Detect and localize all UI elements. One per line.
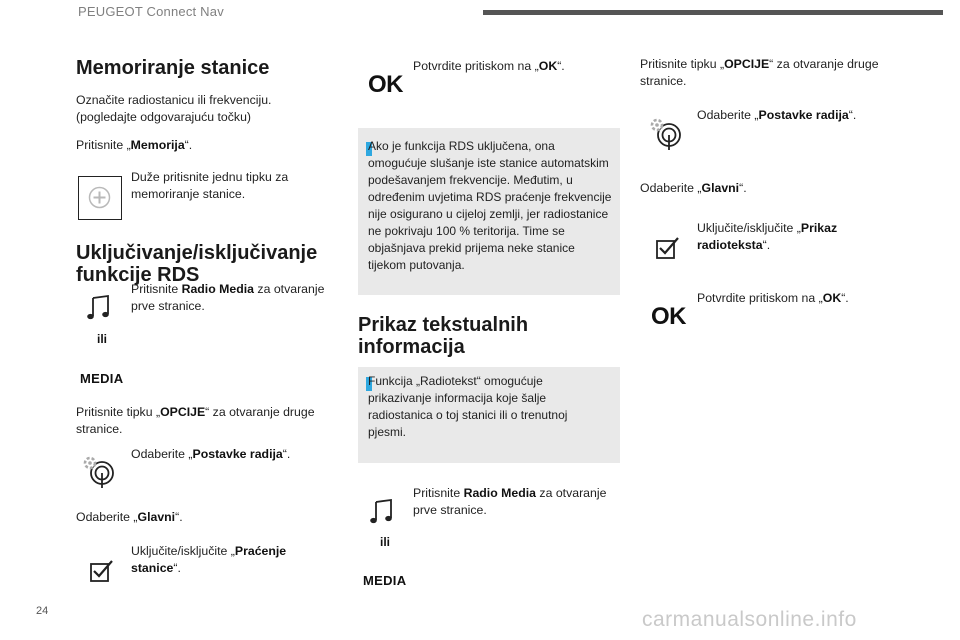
note-rds-text: Ako je funkcija RDS uključena, ona omogućuje slušanje iste stanice automatskim podešavanjem frekvencije. Međutim, u određenim uvjetima RDS praćenje frekvencije nije osigurano u cijeloj zemlji, jer radiostanice ne pokrivaju 100 % teritorija. Time se objašnjava prekid prijema neke stanice tijekom putovanja. <box>368 139 612 272</box>
music-note-icon <box>369 498 395 526</box>
header-rule <box>483 10 943 15</box>
note-box-rds <box>358 128 620 295</box>
music-note-icon <box>86 294 112 322</box>
label-ili-2: ili <box>380 535 391 549</box>
radio-settings-icon <box>80 452 118 490</box>
checkbox-icon <box>655 235 681 261</box>
heading-rds: Uključivanje/isključivanje funkcije RDS <box>76 242 318 286</box>
paragraph-long-press: Duže pritisnite jednu tipku za memoriranje stanice. <box>131 170 289 201</box>
heading-memoriranje: Memoriranje stanice <box>76 57 270 79</box>
paragraph-press-radio-media: Pritisnite Radio Media za otvaranje prve stranice. <box>131 282 325 313</box>
checkbox-icon <box>89 558 115 584</box>
plus-button-icon <box>78 176 122 220</box>
heading-prikaz: Prikaz tekstualnih informacija <box>358 314 529 358</box>
paragraph-press-opcije-2: Pritisnite tipku „OPCIJE“ za otvaranje druge stranice. <box>640 57 879 88</box>
ok-button-label-2: OK <box>651 303 686 330</box>
note-box-radiotekst <box>358 367 620 463</box>
paragraph-pracenje-stanice: Uključite/isključite „Praćenje stanice“. <box>131 544 287 575</box>
paragraph-press-opcije: Pritisnite tipku „OPCIJE“ za otvaranje druge stranice. <box>76 405 315 436</box>
paragraph-postavke-radija: Odaberite „Postavke radija“. <box>131 447 291 461</box>
paragraph-confirm-ok-2: Potvrdite pritiskom na „OK“. <box>697 291 849 305</box>
paragraph-confirm-ok: Potvrdite pritiskom na „OK“. <box>413 59 565 73</box>
media-button-label: MEDIA <box>80 371 124 386</box>
paragraph-glavni: Odaberite „Glavni“. <box>76 510 183 524</box>
paragraph-select-station: Označite radiostanicu ili frekvenciju. (pogledajte odgovarajuću točku) <box>76 93 272 124</box>
paragraph-postavke-radija-2: Odaberite „Postavke radija“. <box>697 108 857 122</box>
radio-settings-icon <box>647 114 685 152</box>
paragraph-press-memorija: Pritisnite „Memorija“. <box>76 138 193 152</box>
paragraph-prikaz-radioteksta: Uključite/isključite „Prikaz radioteksta“. <box>697 221 838 252</box>
paragraph-glavni-2: Odaberite „Glavni“. <box>640 181 747 195</box>
note-radiotekst-text: Funkcija „Radiotekst“ omogućuje prikazivanje informacija koje šalje radiostanica o toj stanici ili o trenutnoj pjesmi. <box>368 374 568 439</box>
media-button-label-2: MEDIA <box>363 573 407 588</box>
ok-button-label: OK <box>368 71 403 98</box>
label-ili: ili <box>97 332 108 346</box>
page-number: 24 <box>36 605 49 617</box>
watermark: carmanualsonline.info <box>642 608 857 631</box>
paragraph-press-radio-media-2: Pritisnite Radio Media za otvaranje prve stranice. <box>413 486 607 517</box>
page-header-title: PEUGEOT Connect Nav <box>78 4 224 19</box>
